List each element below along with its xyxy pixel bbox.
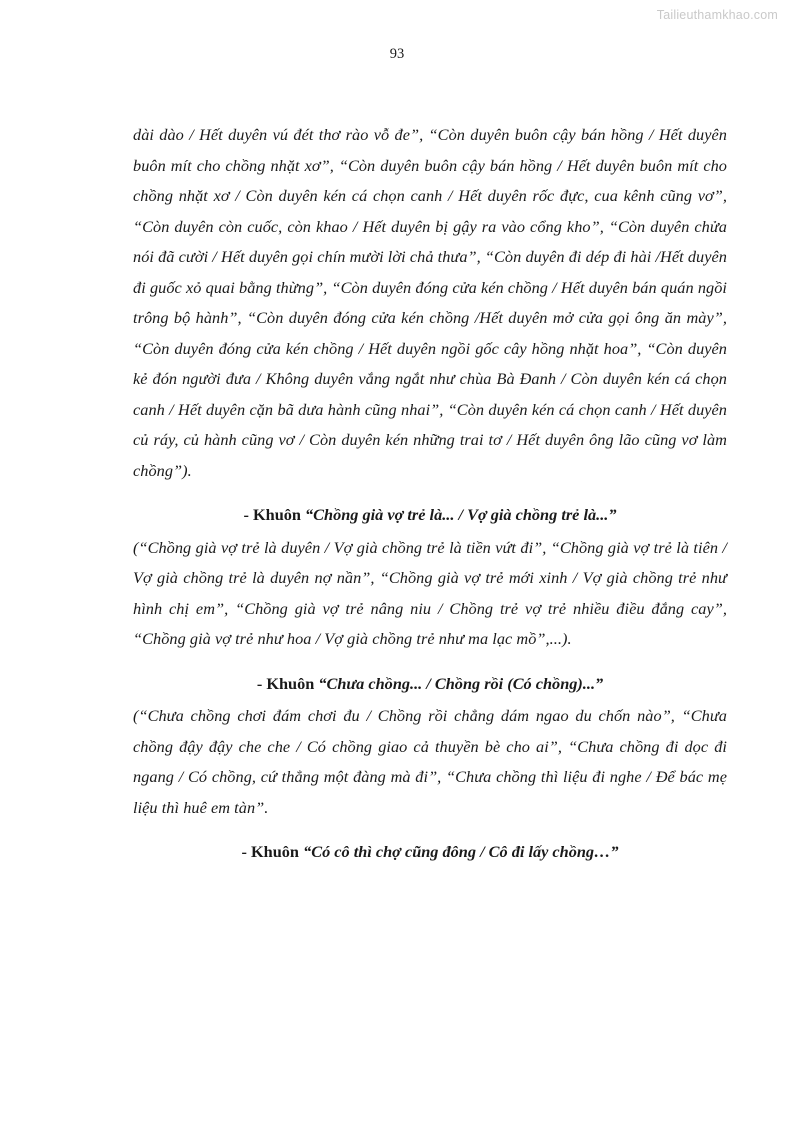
paragraph: (“Chưa chồng chơi đám chơi đu / Chồng rồi chẳng dám ngao du chốn nào”, “Chưa chồng đậy đậy che che / Có chồng giao cả thuyền bè cho ai”, “Chưa chồng đi dọc đi ngang / Có chồng, cứ thẳng một đàng mà đi”, “Chưa chồng thì liệu đi nghe / Để bác mẹ liệu thì huê em tàn”. bbox=[133, 706, 727, 817]
heading-quote: “Chưa chồng... / Chồng rồi (Có chồng)...” bbox=[318, 673, 604, 693]
page-content bbox=[133, 120, 727, 870]
page-number: 93 bbox=[389, 46, 405, 62]
paragraph: (“Chồng già vợ trẻ là duyên / Vợ già chồng trẻ là tiền vứt đi”, “Chồng già vợ trẻ là tiên / Vợ già chồng trẻ là duyên nợ nần”, “Chồng già vợ trẻ mới xinh / Vợ già chồng trẻ như hình chị em”, “Chồng già vợ trẻ nâng niu / Chồng trẻ vợ trẻ nhiều điều đắng cay”, “Chồng già vợ trẻ như hoa / Vợ già chồng trẻ như ma lạc mồ”,...). bbox=[133, 537, 727, 648]
section-heading bbox=[133, 500, 727, 531]
watermark-text: Tailieuthamkhao.com bbox=[656, 8, 778, 22]
heading-quote: “Có cô thì chợ cũng đông / Cô đi lấy chồng…” bbox=[303, 842, 619, 861]
heading-quote: “Chồng già vợ trẻ là... / Vợ già chồng trẻ là...” bbox=[305, 505, 617, 524]
heading-prefix: - Khuôn bbox=[243, 505, 306, 524]
heading-prefix: - Khuôn bbox=[241, 842, 304, 861]
section-heading bbox=[133, 669, 727, 700]
heading-prefix: - Khuôn bbox=[256, 673, 319, 693]
paragraph: dài dào / Hết duyên vú đét thơ rào vỗ đe”, “Còn duyên buôn cậy bán hồng / Hết duyên buôn mít cho chồng nhặt xơ”, “Còn duyên buôn cậy bán hồng / Hết duyên buôn mít cho chồng nhặt xơ / Còn duyên kén cá chọn canh / Hết duyên rốc đực, cua kênh cũng vơ”, “Còn duyên còn cuốc, còn khao / Hết duyên bị gậy ra vào cổng kho”, “Còn duyên chửa nói đã cười / Hết duyên gọi chín mười lời chả thưa”, “Còn duyên đi dép đi hài /Hết duyên đi guốc xỏ quai bằng thừng”, “Còn duyên đóng cửa kén chồng / Hết duyên bán quán ngồi trông bộ hành”, “Còn duyên đóng cửa kén chồng /Hết duyên mở cửa gọi ông ăn mày”, “Còn duyên đóng cửa kén chồng / Hết duyên ngồi gốc cây hồng nhặt hoa”, “Còn duyên kẻ đón người đưa / Không duyên vắng ngắt như chùa Bà Đanh / Còn duyên kén cá chọn canh / Hết duyên cặn bã dưa hành cũng nhai”, “Còn duyên kén cá chọn canh / Hết duyên củ ráy, củ hành cũng vơ / Còn duyên kén những trai tơ / Hết duyên ông lão cũng vơ làm chồng”). bbox=[133, 125, 727, 480]
section-heading bbox=[133, 837, 727, 868]
